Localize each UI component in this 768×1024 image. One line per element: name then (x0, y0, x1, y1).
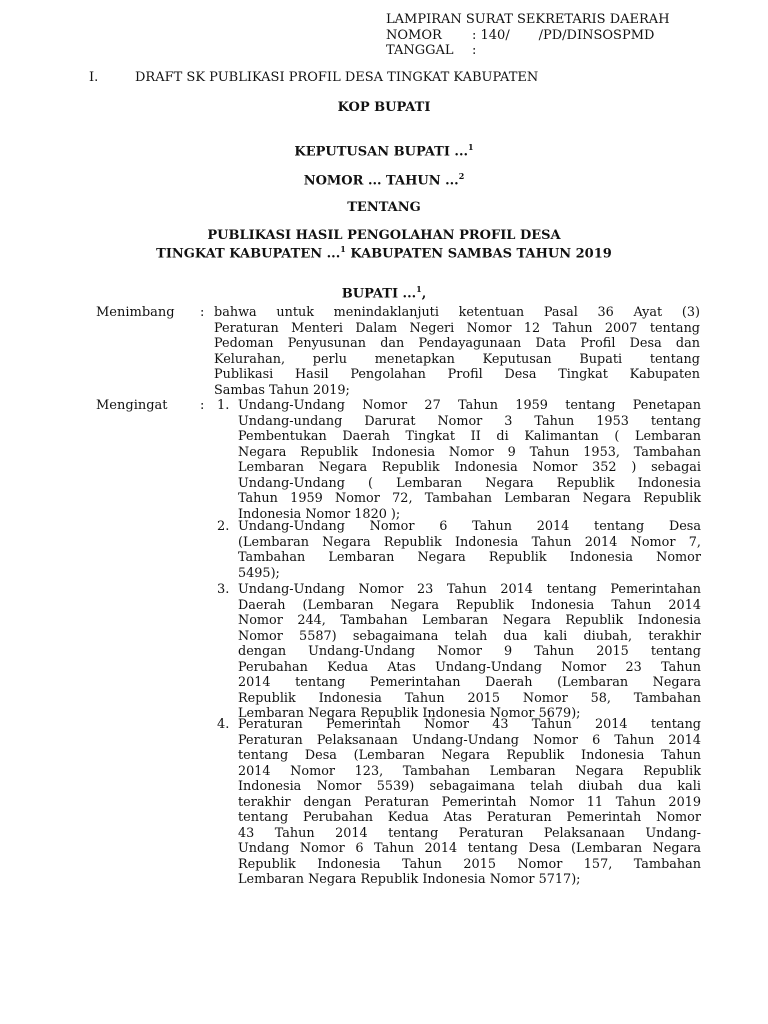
text-line: Indonesia Nomor 1820 ); (238, 506, 401, 522)
text-line: Indonesia Nomor 5539) sebagaimana telah diubah dua kali (238, 779, 701, 794)
bupati-comma: , (421, 286, 427, 302)
text-line: Undang-Undang ( Lembaran Negara Republik Indonesia (238, 475, 701, 491)
text-line: Undang-Undang Nomor 6 Tahun 2014 tentang Desa (238, 519, 701, 534)
text-line: Lembaran Negara Republik Indonesia Nomor 352 ) sebagai (238, 460, 701, 475)
attachment-header (386, 12, 670, 59)
text-line: (Lembaran Negara Republik Indonesia Tahun 2014 Nomor 7, (238, 534, 701, 550)
nomor-tahun-text: NOMOR ... TAHUN ... (303, 173, 459, 189)
text-line: 2014 Nomor 123, Tambahan Lembaran Negara Republik (238, 763, 701, 779)
subject-line-1: PUBLIKASI HASIL PENGOLAHAN PROFIL DESA (207, 228, 561, 243)
attachment-title: LAMPIRAN SURAT SEKRETARIS DAERAH (386, 12, 670, 27)
text-line: Negara Republik Indonesia Nomor 9 Tahun 1953, Tambahan (238, 444, 701, 460)
text-line: bahwa untuk menindaklanjuti ketentuan Pasal 36 Ayat (3) (214, 305, 700, 320)
mengingat-item-1 (238, 398, 701, 522)
text-line: Perubahan Kedua Atas Undang-Undang Nomor 23 Tahun (238, 659, 701, 675)
text-line: 2014 tentang Pemerintahan Daerah (Lembaran Negara (238, 675, 701, 690)
text-line: Republik Indonesia Tahun 2015 Nomor 157, Tambahan (238, 856, 701, 872)
subject-line-2 (0, 244, 768, 261)
footnote-mark: 1 (340, 244, 346, 254)
mengingat-item-4 (238, 717, 701, 888)
footnote-mark: 1 (468, 142, 474, 152)
nomor-tahun-heading (0, 171, 768, 188)
text-line: Tahun 1959 Nomor 72, Tambahan Lembaran Negara Republik (238, 491, 701, 506)
text-line: tentang Desa (Lembaran Negara Republik Indonesia Tahun (238, 748, 701, 763)
text-line: terakhir dengan Peraturan Pemerintah Nomor 11 Tahun 2019 (238, 794, 701, 810)
text-line: Tambahan Lembaran Negara Republik Indonesia Nomor (238, 550, 701, 565)
text-line: Kelurahan, perlu menetapkan Keputusan Bupati tentang (214, 351, 700, 367)
menimbang-label: Menimbang (96, 305, 175, 320)
text-line: Undang Nomor 6 Tahun 2014 tentang Desa (Lembaran Negara (238, 841, 701, 856)
attachment-tanggal-row (386, 43, 670, 59)
tanggal-value: : (472, 43, 477, 58)
menimbang-colon: : (200, 305, 205, 320)
mengingat-item-number: 4. (217, 717, 230, 732)
section-number: I. (89, 70, 99, 85)
kop-bupati: KOP BUPATI (337, 100, 431, 115)
text-line: Publikasi Hasil Pengolahan Profil Desa Tingkat Kabupaten (214, 367, 700, 382)
text-line: Nomor 5587) sebagaimana telah dua kali diubah, terakhir (238, 628, 701, 644)
text-line: Peraturan Pemerintah Nomor 43 Tahun 2014 tentang (238, 717, 701, 732)
text-line: 5495); (238, 565, 280, 581)
keputusan-text: KEPUTUSAN BUPATI ... (294, 144, 469, 160)
bupati-heading (0, 284, 768, 301)
text-line: Daerah (Lembaran Negara Republik Indonesia Tahun 2014 (238, 597, 701, 613)
text-line: Peraturan Pelaksanaan Undang-Undang Nomor 6 Tahun 2014 (238, 732, 701, 748)
text-line: Peraturan Menteri Dalam Negeri Nomor 12 Tahun 2007 tentang (214, 320, 700, 336)
text-line: Lembaran Negara Republik Indonesia Nomor 5717); (238, 872, 581, 887)
text-line: Republik Indonesia Tahun 2015 Nomor 58, Tambahan (238, 690, 701, 706)
text-line: Lembaran Negara Republik Indonesia Nomor 5679); (238, 706, 581, 721)
text-line: Sambas Tahun 2019; (214, 382, 350, 398)
section-heading (89, 70, 538, 85)
mengingat-colon: : (200, 398, 205, 413)
text-line: Pembentukan Daerah Tingkat II di Kalimantan ( Lembaran (238, 429, 701, 444)
text-line: Undang-undang Darurat Nomor 3 Tahun 1953 tentang (238, 413, 701, 429)
nomor-label: NOMOR (386, 27, 442, 43)
text-line: tentang Perubahan Kedua Atas Peraturan Pemerintah Nomor (238, 810, 701, 825)
nomor-value: : 140/ /PD/DINSOSPMD (472, 27, 655, 43)
footnote-mark: 1 (416, 284, 422, 294)
mengingat-item-number: 2. (217, 519, 230, 534)
mengingat-item-2 (238, 519, 701, 581)
mengingat-item-number: 1. (217, 398, 230, 413)
menimbang-paragraph (214, 305, 700, 398)
text-line: Undang-Undang Nomor 27 Tahun 1959 tentang Penetapan (238, 398, 701, 413)
bupati-text: BUPATI ... (341, 286, 417, 302)
keputusan-heading (0, 142, 768, 159)
mengingat-label: Mengingat (96, 398, 168, 413)
mengingat-item-number: 3. (217, 582, 230, 597)
text-line: dengan Undang-Undang Nomor 9 Tahun 2015 tentang (238, 644, 701, 659)
text-line: Undang-Undang Nomor 23 Tahun 2014 tentang Pemerintahan (238, 582, 701, 597)
text-line: Pedoman Penyusunan dan Pendayagunaan Data Profil Desa dan (214, 336, 700, 351)
text-line: 43 Tahun 2014 tentang Peraturan Pelaksanaan Undang- (238, 825, 701, 841)
section-title: DRAFT SK PUBLIKASI PROFIL DESA TINGKAT KABUPATEN (135, 70, 539, 85)
subject-line-2b: KABUPATEN SAMBAS TAHUN 2019 (345, 246, 612, 262)
tanggal-label: TANGGAL (386, 43, 454, 58)
tentang-heading: TENTANG (347, 200, 421, 215)
attachment-nomor-row (386, 28, 670, 44)
mengingat-item-3 (238, 582, 701, 722)
footnote-mark: 2 (458, 171, 465, 181)
subject-line-2a: TINGKAT KABUPATEN ... (156, 246, 341, 262)
text-line: Nomor 244, Tambahan Lembaran Negara Republik Indonesia (238, 613, 701, 628)
